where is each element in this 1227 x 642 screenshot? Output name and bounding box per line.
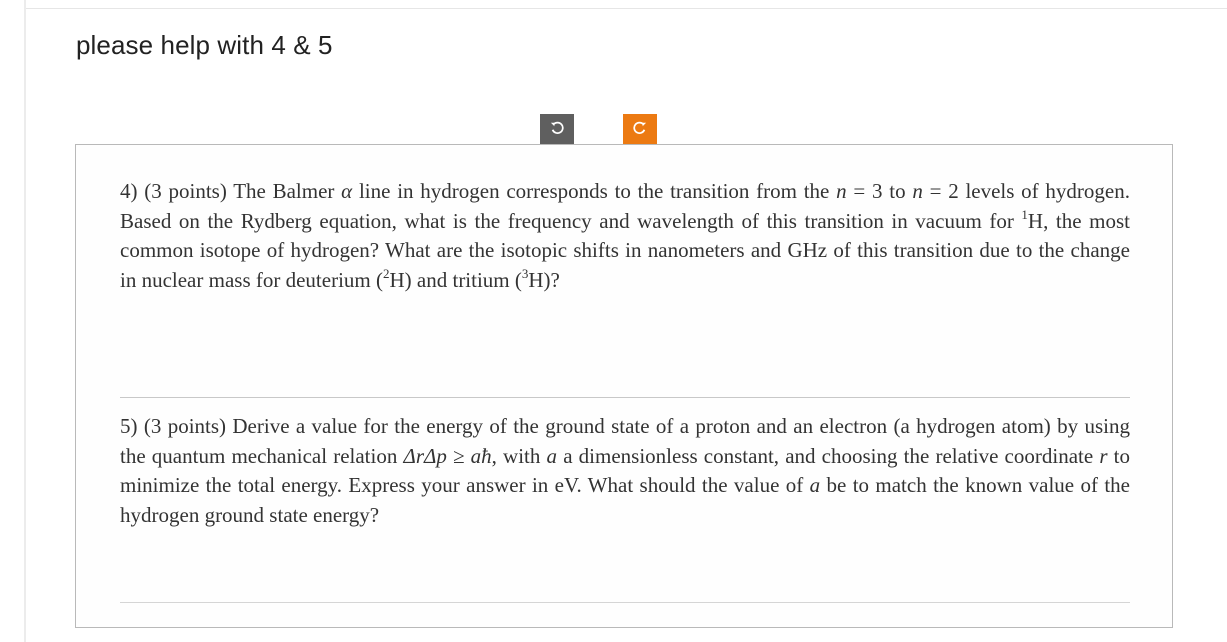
left-border: [24, 0, 26, 642]
answer-separator: [120, 602, 1130, 603]
top-divider: [26, 8, 1227, 9]
question-title: please help with 4 & 5: [76, 30, 333, 60]
problem-separator: [120, 397, 1130, 398]
rotate-clockwise-icon: [633, 121, 647, 138]
rotate-right-button[interactable]: [623, 114, 657, 144]
problem-5-text: 5) (3 points) Derive a value for the energy of the ground state of a proton and an electron (a hydrogen atom) by using the quantum mechanical relation ΔrΔp ≥ aħ, with a a dimensionless constant, and choosing the relative coordinate r to minimize the total energy. Express your answer in eV. What should the value of a be to match the known value of the hydrogen ground state energy?: [120, 414, 1130, 527]
rotate-left-button[interactable]: [540, 114, 574, 144]
problem-4-text: 4) (3 points) The Balmer α line in hydrogen corresponds to the transition from the n = 3 to n = 2 levels of hydrogen. Based on the Rydberg equation, what is the frequency and wavelength of this transition in vacuum for $^1$H, the most common isotope of hydrogen? What are the isotopic shifts in nanometers and GHz of this transition due to the change in nuclear mass for deuterium ($^2$H) and tritium ($^3$H)?: [120, 179, 1130, 292]
rotate-counterclockwise-icon: [550, 121, 564, 138]
question-image: [75, 144, 1173, 628]
